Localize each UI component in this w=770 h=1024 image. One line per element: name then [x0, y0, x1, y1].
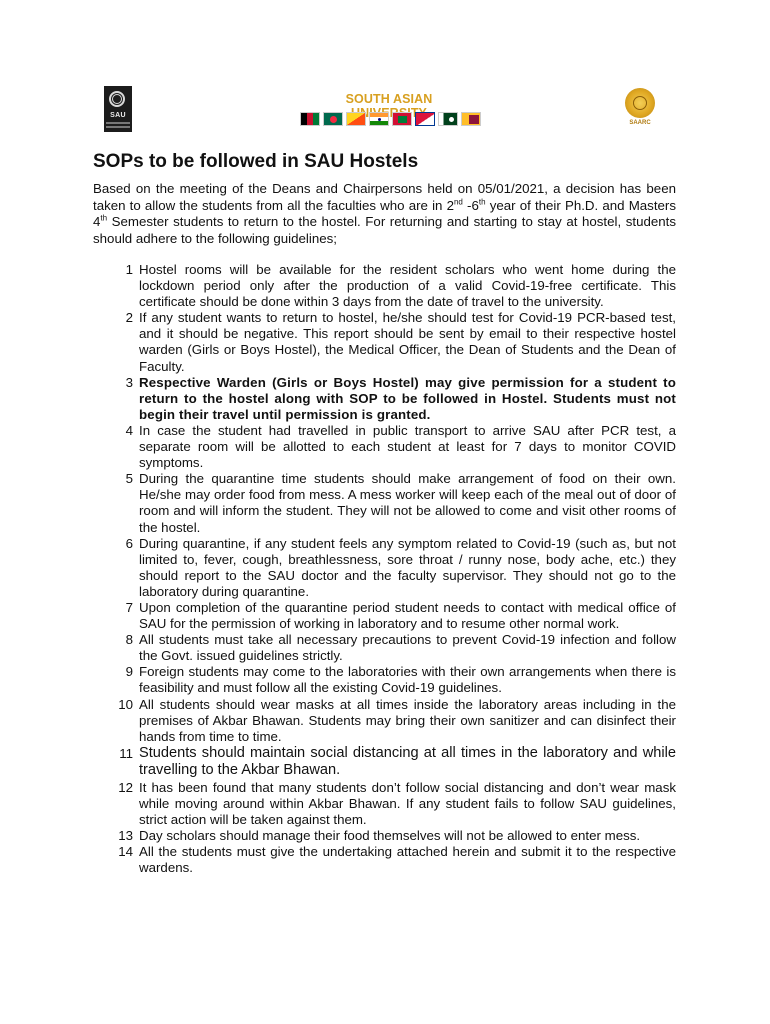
guideline-number: 8 [125, 632, 133, 648]
flag-pakistan-icon [438, 112, 458, 126]
saarc-emblem [620, 86, 660, 130]
university-name: SOUTH ASIAN [345, 92, 433, 106]
guideline-text: During the quarantine time students should make arrangement of food on their own. He/she may order food from mess. A mess worker will keep each of the meal out of door of room and will inform the student. They will not be allowed to come and visit other rooms of the hostel. [139, 471, 676, 535]
logo-rule [106, 126, 130, 128]
flag-maldives-icon [392, 112, 412, 126]
flag-india-icon [369, 112, 389, 126]
flag-bangladesh-icon [323, 112, 343, 126]
guideline-text: In case the student had travelled in public transport to arrive SAU after PCR test, a separate room will be allotted to each student at least for 7 days to monitor COVID symptoms. [139, 422, 676, 471]
guideline-item [93, 745, 676, 780]
guideline-text: All students must take all necessary precautions to prevent Covid-19 infection and follow the Govt. issued guidelines strictly. [139, 632, 676, 664]
flag-panel [469, 115, 479, 124]
guideline-item [93, 632, 676, 664]
flag-crescent [449, 117, 454, 122]
guideline-item [93, 262, 676, 310]
guideline-text: Students should maintain social distancing at all times in the laboratory and while travelling to the Akbar Bhawan. [139, 744, 676, 779]
guideline-text: Upon completion of the quarantine period student needs to contact with medical office of SAU for the permission of working in laboratory and to resume other normal work. [139, 599, 676, 632]
intro-text: year of their Ph.D. and Masters 4 [93, 197, 676, 230]
guideline-item [93, 310, 676, 374]
guideline-number: 5 [125, 471, 133, 487]
saarc-flags-row [300, 112, 481, 128]
guideline-item [93, 844, 676, 876]
guideline-item [93, 664, 676, 696]
intro-sup: nd [453, 197, 463, 207]
guideline-item [93, 423, 676, 471]
flag-afghanistan-icon [300, 112, 320, 126]
guideline-text: Hostel rooms will be available for the resident scholars who went home during the lockdown period only after the production of a valid Covid-19-free certificate. This certificate should be done within 3 days from the date of travel to the university. [139, 262, 676, 310]
guideline-item [93, 600, 676, 632]
guideline-text: All the students must give the undertaking attached herein and submit it to the respective wardens. [139, 844, 676, 876]
guideline-text: Foreign students may come to the laboratories with their own arrangements when there is feasibility and must follow all the existing Covid-19 guidelines. [139, 664, 676, 696]
flag-panel [398, 116, 407, 123]
guideline-number: 13 [118, 827, 133, 843]
intro-sup: th [478, 197, 486, 207]
intro-text: Based on the meeting of the Deans and Chairpersons held on 05/01/2021, a decision has been taken to allow the students from all the faculties who are in 2 [93, 181, 676, 213]
flag-disc [330, 116, 337, 123]
guideline-number: 4 [125, 422, 133, 438]
document-title: SOPs to be followed in SAU Hostels [93, 151, 419, 172]
flag-bhutan-icon [346, 112, 366, 126]
saarc-logo-text: SAARC [629, 120, 651, 126]
guideline-number: 9 [125, 664, 133, 680]
guideline-number: 7 [125, 599, 133, 615]
guideline-text: Respective Warden (Girls or Boys Hostel) may give permission for a student to return to the hostel along with SOP to be followed in Hostel. Students must not begin their travel until permission is granted. [139, 374, 676, 422]
guideline-item [93, 471, 676, 535]
intro-text: Semester students to return to the hostel. For returning and starting to stay at hostel, students should adhere to the following guidelines; [93, 214, 676, 246]
guideline-item [93, 375, 676, 423]
guideline-number: 11 [119, 745, 133, 761]
logo-ring-inner [112, 94, 122, 104]
intro-text: -6 [462, 197, 479, 213]
guideline-number: 1 [125, 262, 133, 277]
guideline-number: 14 [118, 844, 133, 859]
guideline-item [93, 828, 676, 844]
guideline-number: 3 [125, 374, 133, 390]
flag-chakra [378, 118, 381, 121]
intro-sup: th [100, 213, 108, 223]
guideline-item [93, 697, 676, 745]
guideline-number: 12 [118, 779, 133, 795]
guideline-item [93, 536, 676, 600]
flag-nepal-icon [415, 112, 435, 126]
saarc-emblem-ring [633, 96, 647, 110]
guideline-item [93, 780, 676, 828]
sau-logo [104, 86, 132, 132]
guideline-number: 6 [125, 535, 133, 551]
guideline-number: 2 [125, 310, 133, 326]
flag-sri-lanka-icon [461, 112, 481, 126]
logo-rule [106, 122, 130, 124]
guideline-number: 10 [118, 696, 133, 712]
intro-paragraph [93, 181, 676, 247]
guideline-text: During quarantine, if any student feels any symptom related to Covid-19 (such as, but not limited to, fever, cough, breathlessness, sore throat / runny nose, body ache, etc.) they should report to the SAU doctor and the faculty supervisor. They should not go to the laboratory during quarantine. [139, 535, 676, 599]
guideline-text: If any student wants to return to hostel, he/she should test for Covid-19 PCR-based test, and it should be negative. This report should be sent by email to their respective hostel warden (Girls or Boys Hostel), the Medical Officer, the Dean of Students and the Dean of Faculty. [139, 310, 676, 374]
sau-logo-text: SAU [110, 112, 126, 119]
guideline-text: All students should wear masks at all times inside the laboratory areas including in the premises of Akbar Bhawan. Students may bring their own sanitizer and can disinfect their hands from time to time. [139, 696, 676, 744]
guidelines-list [93, 262, 676, 876]
guideline-text: Day scholars should manage their food themselves will not be allowed to enter mess. [139, 827, 641, 843]
guideline-text: It has been found that many students don’t follow social distancing and don’t wear mask while moving around within Akbar Bhawan. If any student fails to follow SAU guidelines, strict action will be taken against them. [139, 779, 676, 827]
